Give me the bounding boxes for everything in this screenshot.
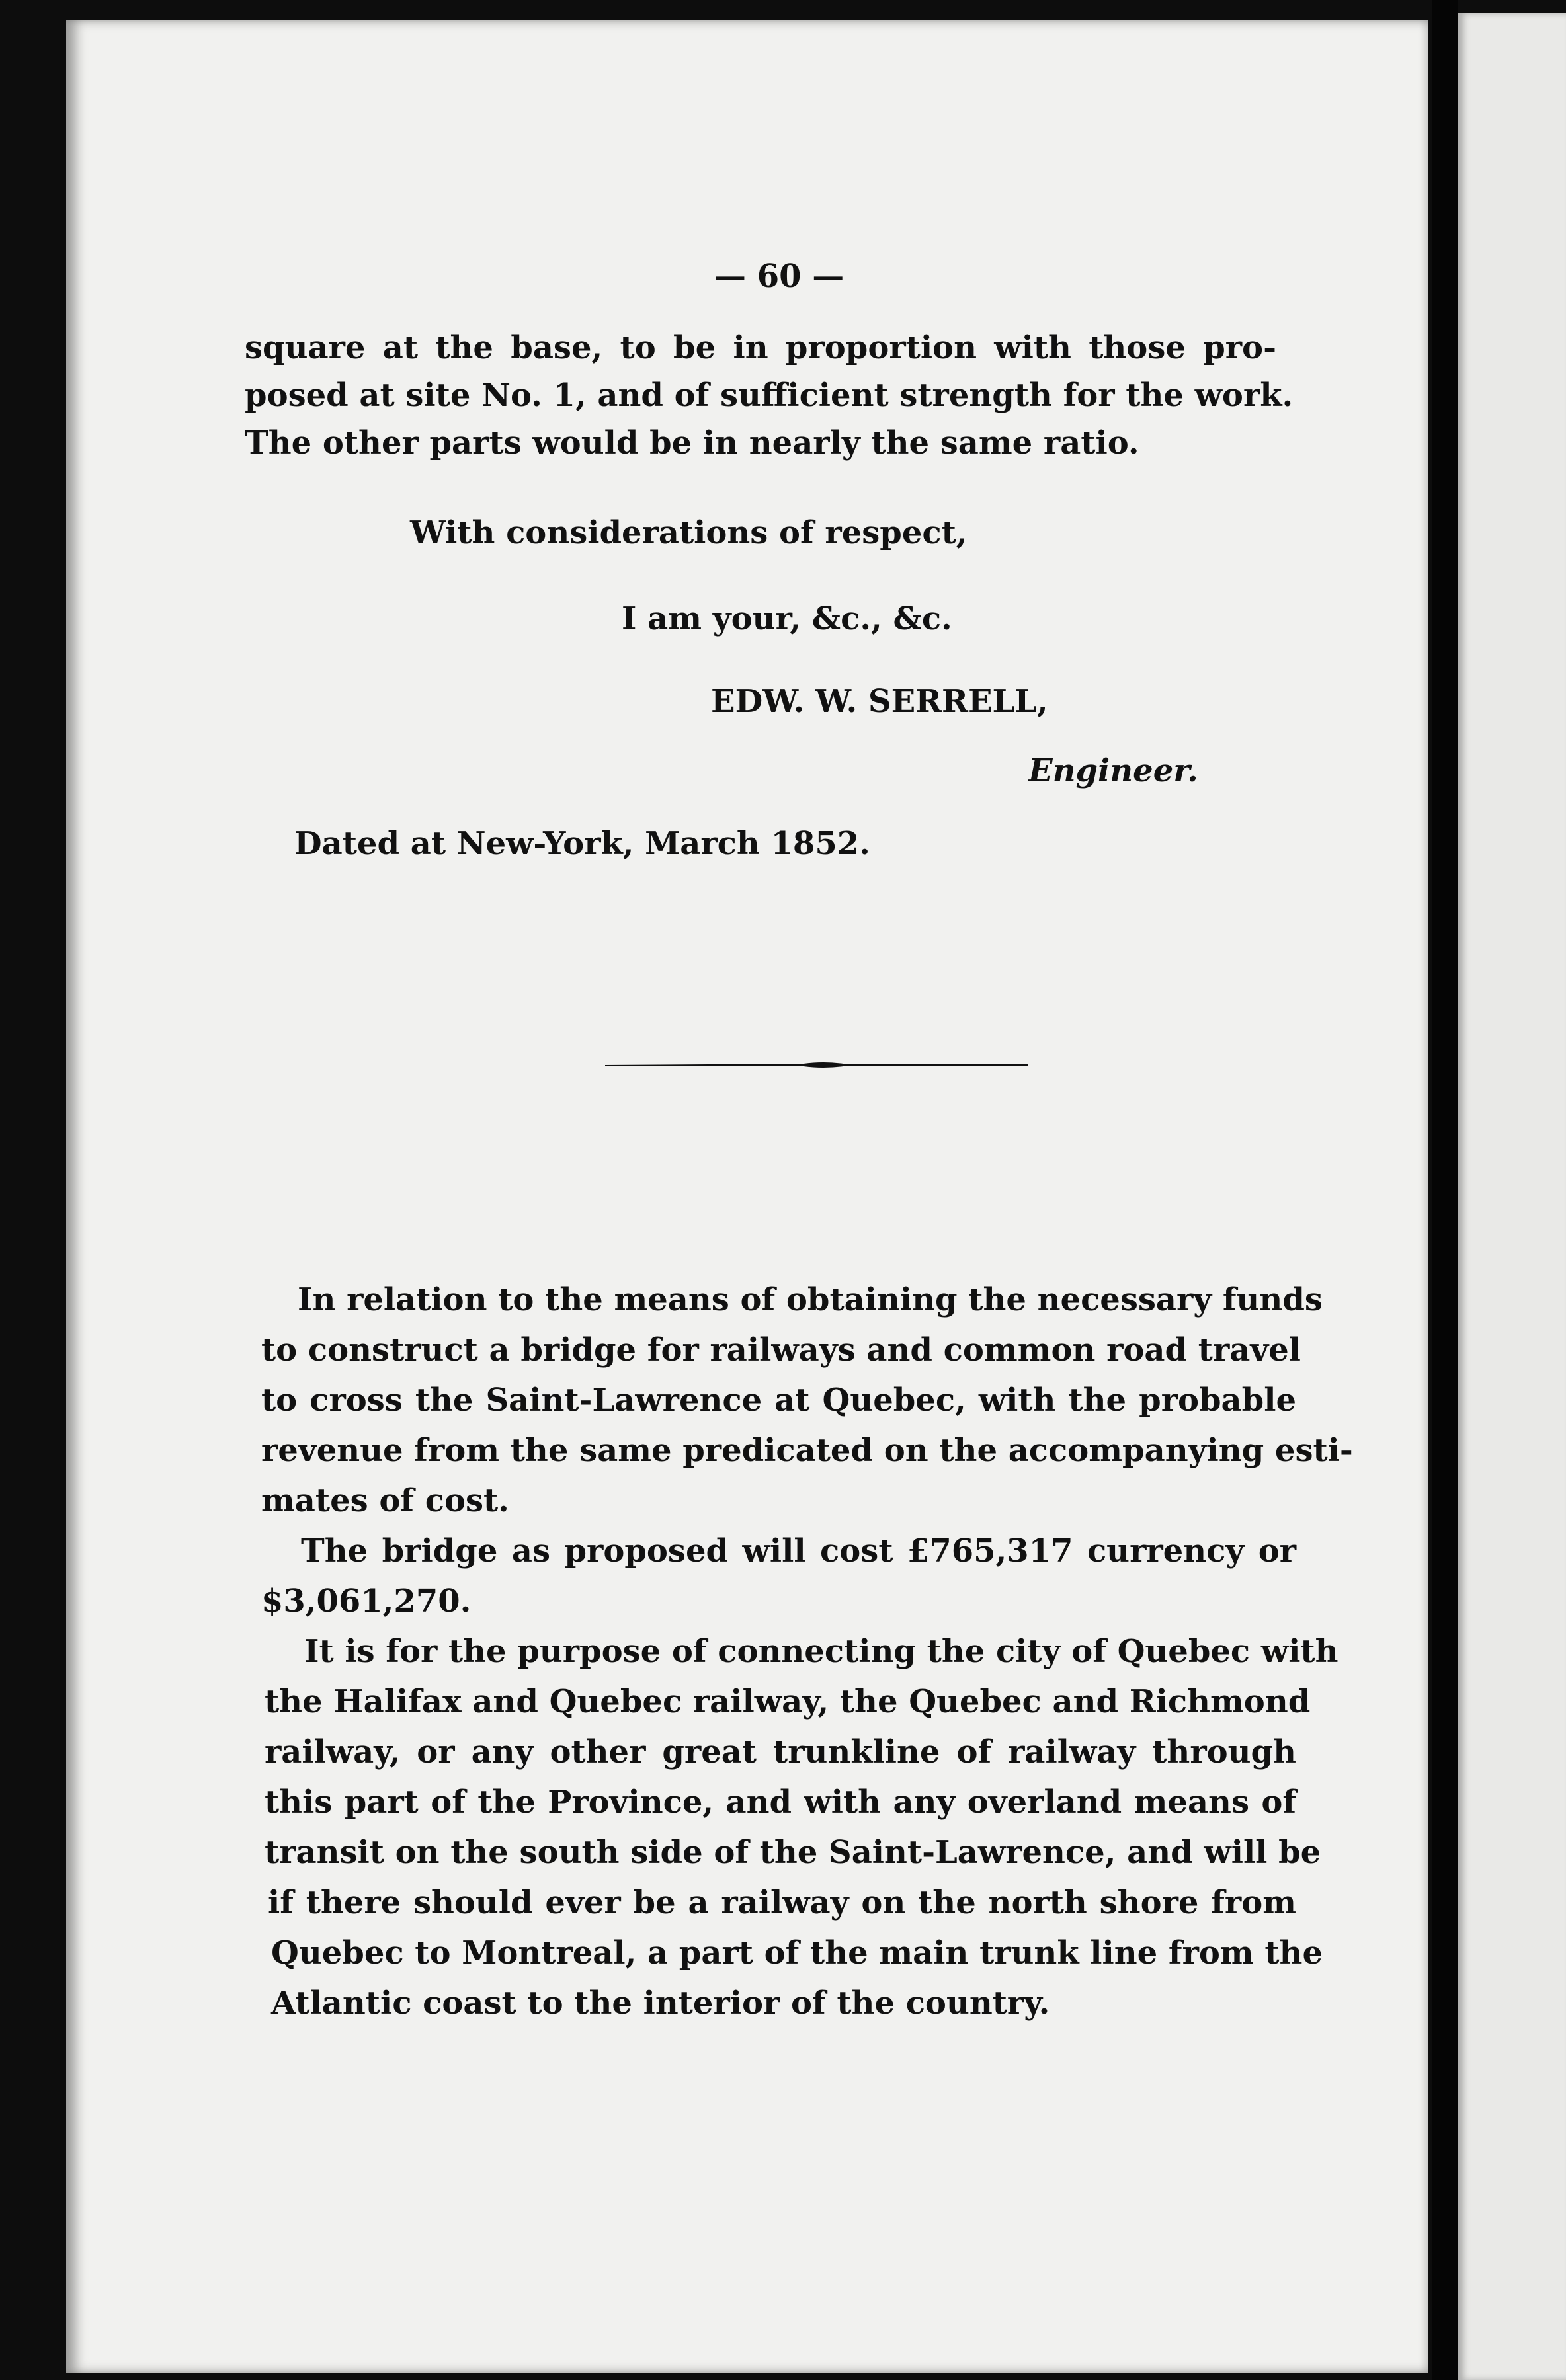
- section-line-12: transit on the south side of the Saint-Lawrence, and will be: [265, 1834, 1321, 1871]
- page-gutter-shadow: [1432, 0, 1458, 2380]
- continuation-line-3: The other parts would be in nearly the same ratio.: [245, 424, 1139, 461]
- section-line-1: In relation to the means of obtaining the necessary funds: [298, 1281, 1323, 1318]
- section-line-10: railway, or any other great trunkline of railway through: [265, 1733, 1296, 1770]
- section-line-6: The bridge as proposed will cost £765,317 currency or: [301, 1532, 1296, 1569]
- dateline: Dated at New-York, March 1852.: [294, 825, 870, 862]
- section-line-11: this part of the Province, and with any overland means of: [265, 1784, 1296, 1821]
- salutation: With considerations of respect,: [410, 514, 968, 551]
- section-line-2: to construct a bridge for railways and common road travel: [261, 1331, 1301, 1368]
- section-line-7: $3,061,270.: [261, 1583, 472, 1620]
- section-line-13: if there should ever be a railway on the north shore from: [268, 1884, 1296, 1921]
- decorative-rule: [605, 1060, 1028, 1070]
- continuation-line-1: square at the base, to be in proportion with those pro-: [245, 329, 1276, 366]
- signatory-name: EDW. W. SERRELL,: [711, 683, 1048, 720]
- section-line-4: revenue from the same predicated on the accompanying esti-: [261, 1432, 1353, 1469]
- signatory-title: Engineer.: [1028, 752, 1198, 789]
- section-line-14: Quebec to Montreal, a part of the main trunk line from the: [271, 1934, 1323, 1971]
- continuation-line-2: posed at site No. 1, and of sufficient strength for the work.: [245, 377, 1294, 414]
- section-line-3: to cross the Saint-Lawrence at Quebec, with the probable: [261, 1382, 1296, 1419]
- section-line-5: mates of cost.: [261, 1482, 509, 1519]
- book-page: [66, 20, 1428, 2373]
- page-number: — 60 —: [714, 258, 845, 295]
- section-line-15: Atlantic coast to the interior of the country.: [271, 1985, 1050, 2022]
- valediction: I am your, &c., &c.: [622, 600, 952, 637]
- section-line-8: It is for the purpose of connecting the city of Quebec with: [304, 1633, 1339, 1670]
- adjacent-page-edge: [1458, 13, 1566, 2380]
- section-line-9: the Halifax and Quebec railway, the Quebec and Richmond: [265, 1683, 1311, 1720]
